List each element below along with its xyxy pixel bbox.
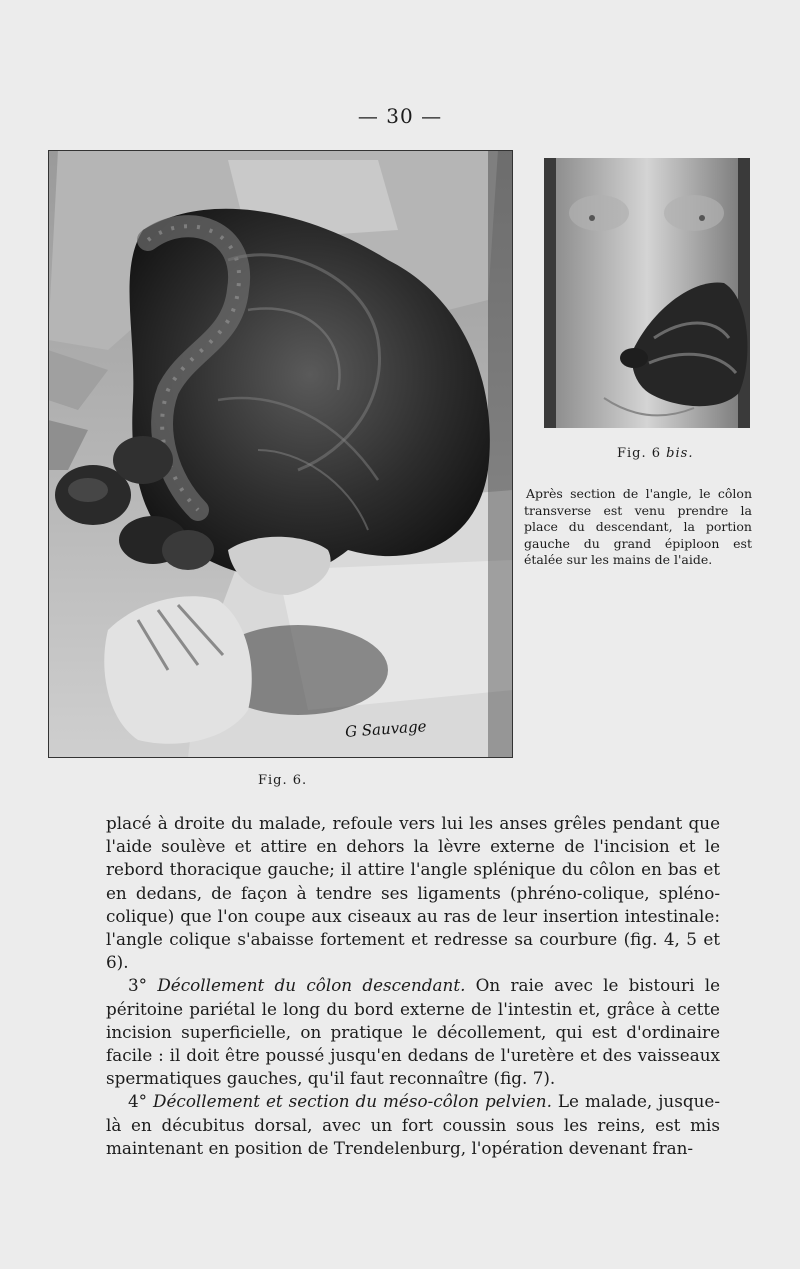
paragraph-3-heading: Décollement et section du méso-côlon pelvien. — [153, 1091, 552, 1112]
figure-6bis-description: Après section de l'angle, le côlon transverse est venu prendre la place du descendant, la portion gauche du grand épiploon est étalée sur les mains de l'aide. — [524, 486, 752, 567]
figure-6-caption: Fig. 6. — [258, 773, 308, 788]
paragraph-1: placé à droite du malade, refoule vers lui les anses grêles pendant que l'aide soulève et attire en dehors la lèvre externe de l'incision et le rebord thoracique gauche; il attire l'angle splénique du côlon en bas et en dedans, de façon à tendre ses ligaments (phréno-colique, spléno-colique) que l'on coupe aux ciseaux au ras de leur insertion intestinale: l'angle colique s'abaisse fortement et redresse sa courbure (fig. 4, 5 et 6). — [106, 813, 720, 973]
artist-signature: G Sauvage — [344, 717, 428, 741]
paragraph-2-heading: Décollement du côlon descendant. — [157, 975, 466, 996]
paragraph-3-number: 4° — [128, 1091, 154, 1112]
paragraph-2 — [106, 974, 720, 1090]
body-text — [106, 812, 720, 1160]
paragraph-2-number: 3° — [128, 975, 158, 996]
figure-6-illustration — [48, 150, 513, 758]
paragraph-3-text: Le malade, jusque-là en décubitus dorsal, avec un fort coussin sous les reins, est mis maintenant en position de Trendelenburg, l'opération devenant fran- — [106, 1091, 720, 1158]
paragraph-3 — [106, 1090, 720, 1160]
figure-6bis-photo — [544, 158, 750, 428]
figure-6bis-caption — [617, 446, 693, 461]
figure-6bis-illustration — [544, 158, 750, 428]
paragraph-2-text: On raie avec le bistouri le péritoine pariétal le long du bord externe de l'intestin et, grâce à cette incision superficielle, on pratique le décollement, qui est d'ordinaire facile : il doit être poussé jusqu'en dedans de l'uretère et des vaisseaux spermatiques gauches, qu'il faut reconnaître (fig. 7). — [106, 975, 720, 1089]
figure-6bis-caption-bis: bis. — [666, 446, 694, 461]
page-number: — 30 — — [357, 104, 443, 128]
figure-6bis-caption-prefix: Fig. 6 — [617, 446, 667, 461]
figure-6-photo — [48, 150, 513, 758]
